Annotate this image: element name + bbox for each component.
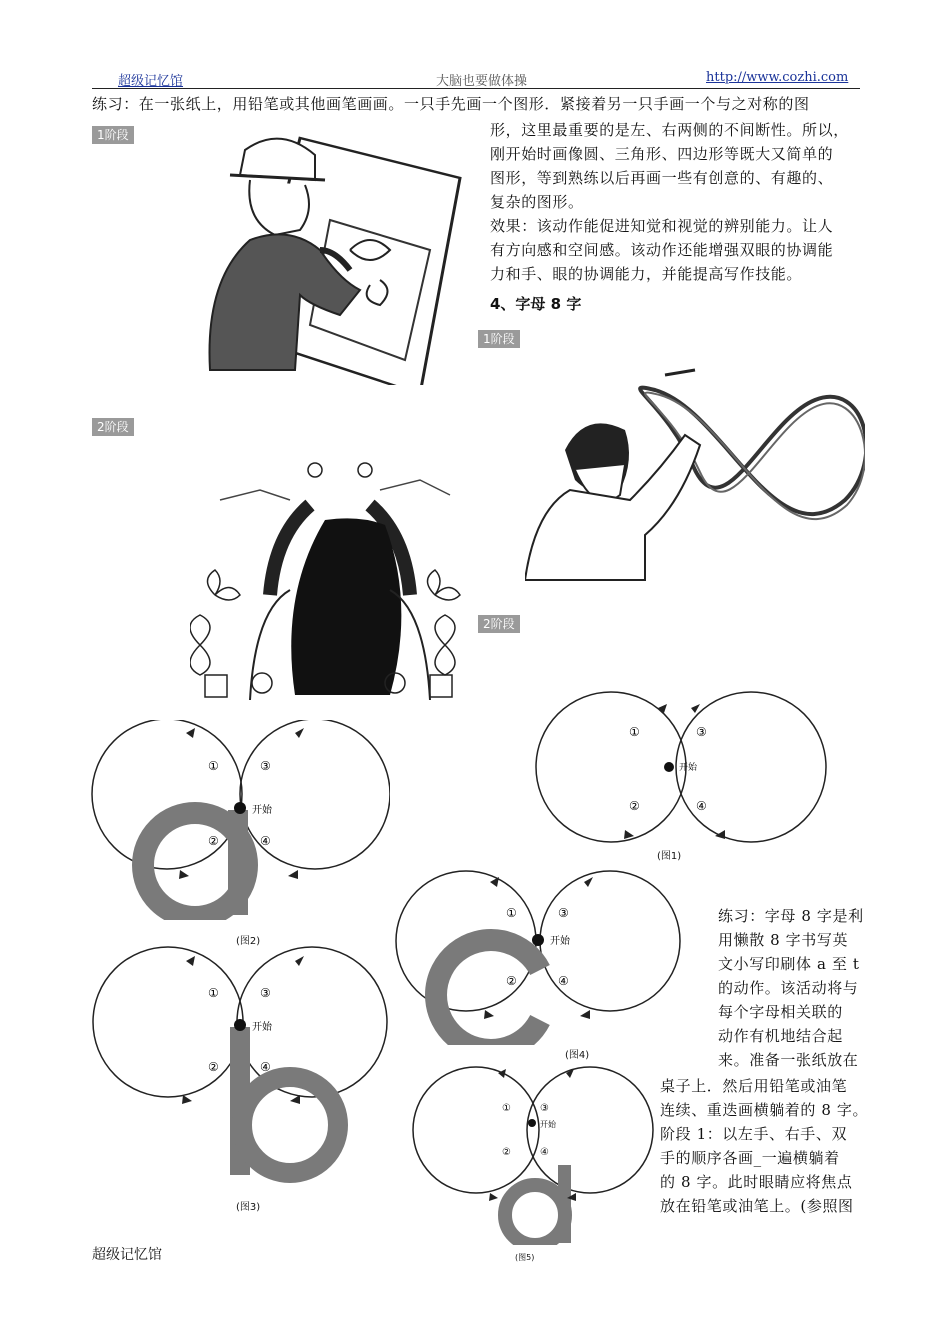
start-label: 开始 <box>252 805 272 816</box>
practice-paragraph-wide <box>660 1074 870 1218</box>
num-3: ③ <box>696 725 707 739</box>
stage2-badge-right: 2阶段 <box>478 615 520 633</box>
practice-line: 连续、重迭画横躺着的 8 字。 <box>660 1101 869 1119</box>
practice-line: 练习：字母 8 字是利 <box>718 907 864 925</box>
header-url-link[interactable]: http://www.cozhi.com <box>706 70 849 85</box>
effect-line: 力和手、眼的协调能力，并能提高写作技能。 <box>490 265 803 283</box>
figure-3-diagram <box>90 945 390 1185</box>
start-label: 开始 <box>550 936 570 947</box>
num-4: ④ <box>260 1060 271 1074</box>
practice-line: 用懒散 8 字书写英 <box>718 931 849 949</box>
num-4: ④ <box>540 1147 549 1158</box>
num-2: ② <box>208 1060 219 1074</box>
num-2: ② <box>506 974 517 988</box>
header-site-link[interactable]: 超级记忆馆 <box>118 74 184 89</box>
practice-line: 文小写印刷体 a 至 t <box>718 955 860 973</box>
num-4: ④ <box>696 799 707 813</box>
intro-line: 练习：在一张纸上，用铅笔或其他画笔画画。一只手先画一个图形．紧接着另一只手画一个与之对称的图 <box>92 95 810 113</box>
figure-1-caption: (图1) <box>657 851 682 862</box>
intro-cont-line: 形，这里最重要的是左、右两侧的不间断性。所以， <box>490 121 849 139</box>
figure-4-diagram <box>390 870 695 1045</box>
infinity-man-illustration <box>525 360 865 590</box>
practice-line: 的 8 字。此时眼睛应将焦点 <box>660 1173 853 1191</box>
num-1: ① <box>506 906 517 920</box>
effect-line: 效果：该动作能促进知觉和视觉的辨别能力。让人 <box>490 217 834 235</box>
effect-line: 有方向感和空间感。该动作还能增强双眼的协调能 <box>490 241 834 259</box>
num-2: ② <box>502 1147 511 1158</box>
num-4: ④ <box>558 974 569 988</box>
practice-paragraph-narrow <box>718 904 868 1072</box>
practice-line: 手的顺序各画_一遍横躺着 <box>660 1149 840 1167</box>
stage2-badge-left: 2阶段 <box>92 418 134 436</box>
intro-cont-line: 图形，等到熟练以后再画一些有创意的、有趣的、 <box>490 169 834 187</box>
effect-paragraph <box>490 214 870 286</box>
section-heading: 4、字母 8 字 <box>490 295 582 313</box>
girl-both-hands-illustration <box>190 445 480 705</box>
figure-4-caption: (图4) <box>565 1050 590 1061</box>
figure-2-diagram <box>90 720 390 920</box>
figure-2-caption: (图2) <box>236 936 261 947</box>
practice-line: 来。准备一张纸放在 <box>718 1051 859 1069</box>
start-label: 开始 <box>252 1022 272 1033</box>
practice-line: 每个字母相关联的 <box>718 1003 843 1021</box>
practice-line: 阶段 1：以左手、右手、双 <box>660 1125 848 1143</box>
num-3: ③ <box>558 906 569 920</box>
num-3: ③ <box>540 1103 549 1114</box>
figure-3-caption: (图3) <box>236 1202 261 1213</box>
start-label: 开始 <box>679 763 698 773</box>
practice-line: 动作有机地结合起 <box>718 1027 843 1045</box>
figure-5-diagram <box>410 1065 660 1245</box>
intro-cont-line: 刚开始时画像圆、三角形、四边形等既大又简单的 <box>490 145 834 163</box>
num-3: ③ <box>260 759 271 773</box>
practice-line: 放在铅笔或油笔上。(参照图 <box>660 1197 854 1215</box>
num-2: ② <box>629 799 640 813</box>
num-1: ① <box>502 1103 511 1114</box>
drawing-boy-illustration <box>190 130 480 385</box>
num-3: ③ <box>260 986 271 1000</box>
num-4: ④ <box>260 834 271 848</box>
figure-5-caption: (图5) <box>515 1253 535 1262</box>
header-divider <box>92 88 860 89</box>
intro-cont-line: 复杂的图形。 <box>490 193 584 211</box>
footer-site-name: 超级记忆馆 <box>92 1247 162 1263</box>
practice-line: 的动作。该活动将与 <box>718 979 859 997</box>
figure-1-diagram <box>525 690 840 860</box>
header-title: 大脑也要做体操 <box>436 74 528 89</box>
num-1: ① <box>208 986 219 1000</box>
num-1: ① <box>629 725 640 739</box>
num-2: ② <box>208 834 219 848</box>
stage1-badge-right: 1阶段 <box>478 330 520 348</box>
stage1-badge-top: 1阶段 <box>92 126 134 144</box>
num-1: ① <box>208 759 219 773</box>
practice-line: 桌子上．然后用铅笔或油笔 <box>660 1077 848 1095</box>
start-label: 开始 <box>540 1120 556 1129</box>
intro-continuation <box>490 118 870 214</box>
